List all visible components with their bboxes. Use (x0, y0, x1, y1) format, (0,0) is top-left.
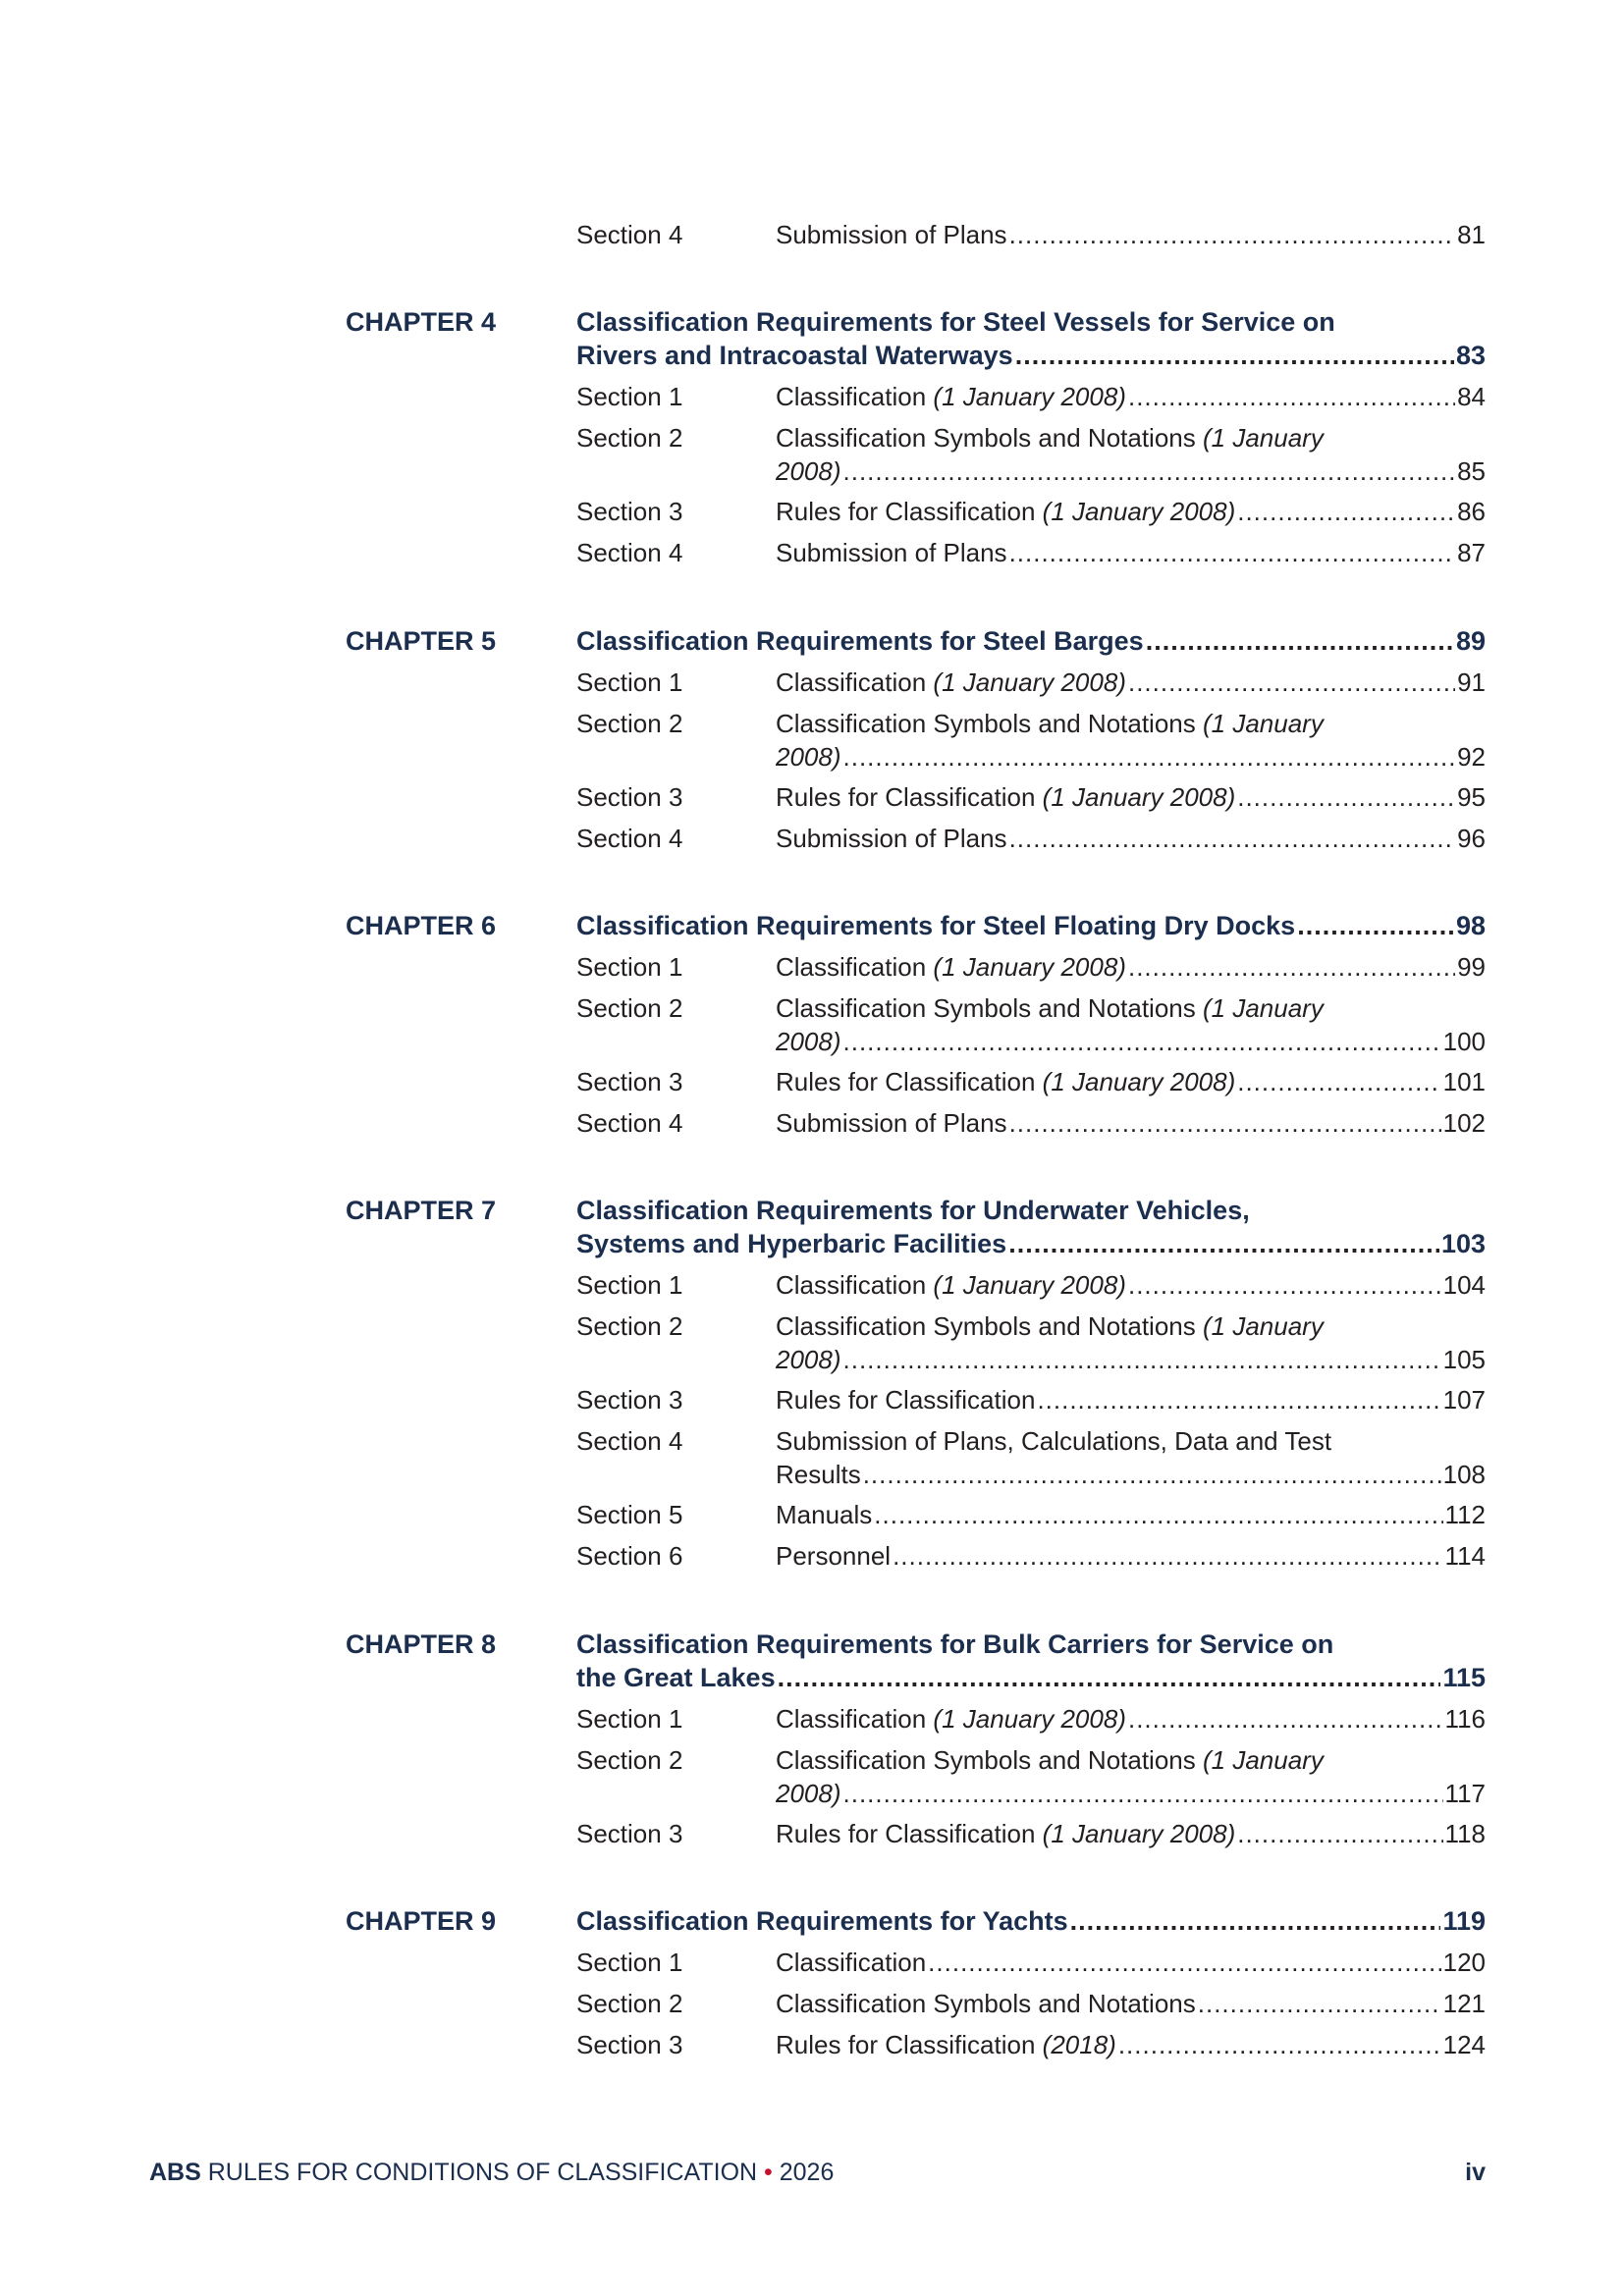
toc-entry-text (776, 1343, 841, 1376)
toc-entry-text (776, 1539, 891, 1573)
section-title-text: Rules for Classification (776, 782, 1036, 812)
dot-leader (778, 1661, 1441, 1694)
dot-leader (1009, 1106, 1441, 1140)
toc-leader-line (776, 666, 1486, 699)
toc-leader-line (776, 780, 1486, 814)
section-label: Section 3 (576, 2030, 683, 2059)
toc-entry-text (576, 624, 1144, 658)
section-label: Section 4 (576, 824, 683, 853)
dot-leader (1009, 536, 1456, 569)
dot-leader (1118, 2028, 1441, 2061)
section-title (776, 1424, 1486, 1491)
section-date-note: 2008) (776, 742, 841, 772)
section-label: Section 3 (576, 1385, 683, 1415)
section-title-text: Results (776, 1460, 861, 1489)
section-date-note: (1 January (1203, 423, 1324, 453)
dot-leader (1015, 339, 1454, 372)
toc-page-number: 83 (1455, 341, 1486, 370)
toc-leader-line (776, 1498, 1486, 1531)
toc-entry-text (776, 495, 1235, 528)
toc-entry-text (776, 1106, 1007, 1140)
toc-leader-line (776, 1383, 1486, 1416)
toc-entry-text (576, 1904, 1068, 1938)
toc-leader-line (776, 740, 1486, 774)
toc-leader-line (776, 1946, 1486, 1979)
section-title-line (776, 1743, 1486, 1777)
dot-leader (874, 1498, 1442, 1531)
toc-page-number: 108 (1442, 1460, 1486, 1489)
toc-page-number: 87 (1457, 538, 1486, 567)
section-title (776, 218, 1486, 251)
section-date-note: (1 January 2008) (933, 1270, 1126, 1300)
toc-entry-text (776, 1817, 1235, 1850)
section-label: Section 1 (576, 667, 683, 697)
toc-leader-line (776, 1987, 1486, 2020)
section-title (776, 380, 1486, 413)
section-title (776, 780, 1486, 814)
dot-leader (1237, 495, 1455, 528)
toc-leader-line (776, 1343, 1486, 1376)
section-date-note: (1 January 2008) (933, 667, 1126, 697)
toc-entry-text (776, 1065, 1235, 1098)
section-label: Section 2 (576, 423, 683, 453)
section-title-text: Classification Symbols and Notations (776, 993, 1196, 1023)
dot-leader (843, 740, 1456, 774)
section-label: Section 5 (576, 1500, 683, 1529)
toc-entry-text (776, 740, 841, 774)
section-title (776, 1309, 1486, 1376)
section-date-note: (1 January (1203, 709, 1324, 738)
toc-leader-line (776, 2028, 1486, 2061)
section-label: Section 4 (576, 1108, 683, 1138)
section-title (776, 1268, 1486, 1302)
chapter-label: CHAPTER 9 (346, 1906, 497, 1936)
section-date-note: (1 January 2008) (933, 382, 1126, 411)
toc-page-number: 100 (1442, 1027, 1486, 1056)
section-date-note: (1 January 2008) (1042, 782, 1236, 812)
toc-leader-line (776, 1106, 1486, 1140)
section-label: Section 4 (576, 1426, 683, 1456)
chapter-label: CHAPTER 8 (346, 1629, 497, 1659)
section-label: Section 3 (576, 1067, 683, 1096)
toc-page-number: 103 (1440, 1229, 1486, 1258)
toc-entry-text (776, 1383, 1035, 1416)
chapter-title-text: Rivers and Intracoastal Waterways (576, 341, 1013, 370)
section-title-line (776, 991, 1486, 1025)
chapter-title[interactable] (576, 305, 1486, 372)
chapter-label: CHAPTER 5 (346, 626, 497, 656)
section-date-note: (1 January (1203, 1745, 1324, 1775)
toc-page-number: 101 (1442, 1067, 1486, 1096)
section-title-line (776, 1424, 1486, 1458)
chapter-title-text: Systems and Hyperbaric Facilities (576, 1229, 1007, 1258)
toc-entry-text (776, 536, 1007, 569)
toc-entry-text (776, 1702, 1126, 1735)
section-title-text: Rules for Classification (776, 2030, 1036, 2059)
toc-entry-text (776, 380, 1126, 413)
dot-leader (843, 1777, 1443, 1810)
dot-leader (1128, 666, 1455, 699)
footer-page-number: iv (1465, 2159, 1486, 2186)
dot-leader (1237, 1817, 1442, 1850)
section-title (776, 822, 1486, 855)
toc-entry-text (776, 218, 1007, 251)
section-date-note: (1 January 2008) (933, 1704, 1126, 1734)
chapter-title-text: Classification Requirements for Bulk Carriers for Service on (576, 1629, 1334, 1659)
toc-leader-line (776, 1268, 1486, 1302)
dot-leader (1128, 1702, 1443, 1735)
section-label: Section 1 (576, 952, 683, 982)
toc-page-number: 112 (1444, 1500, 1486, 1529)
section-title-text: Rules for Classification (776, 1067, 1036, 1096)
section-label: Section 4 (576, 220, 683, 249)
toc-leader-line (776, 380, 1486, 413)
toc-page-number: 120 (1442, 1948, 1486, 1977)
section-date-note: 2008) (776, 1345, 841, 1374)
section-title-text: Classification Symbols and Notations (776, 1989, 1196, 2018)
toc-leader-line (776, 1025, 1486, 1058)
toc-entry-text (776, 1268, 1126, 1302)
toc-entry-text (776, 666, 1126, 699)
toc-entry-text (776, 1946, 926, 1979)
section-title (776, 1539, 1486, 1573)
dot-leader (1009, 822, 1456, 855)
dot-leader (843, 1343, 1441, 1376)
toc-leader-line (776, 495, 1486, 528)
dot-leader (1008, 1227, 1439, 1260)
toc-leader-line (576, 909, 1486, 942)
section-title (776, 666, 1486, 699)
section-title-text: Personnel (776, 1541, 892, 1571)
chapter-title[interactable] (576, 1628, 1486, 1694)
section-title-text: Classification (776, 1948, 927, 1977)
section-label: Section 2 (576, 1989, 683, 2018)
section-title (776, 1946, 1486, 1979)
chapter-title-text: the Great Lakes (576, 1663, 776, 1692)
section-date-note: (1 January (1203, 993, 1324, 1023)
section-title-text: Submission of Plans, Calculations, Data and Test (776, 1426, 1332, 1456)
section-title (776, 1065, 1486, 1098)
dot-leader (1009, 218, 1456, 251)
footer-title: RULES FOR CONDITIONS OF CLASSIFICATION (207, 2159, 758, 2186)
section-title (776, 2028, 1486, 2061)
section-title (776, 991, 1486, 1058)
dot-leader (928, 1946, 1440, 1979)
toc-leader-line (776, 536, 1486, 569)
toc-leader-line (776, 1539, 1486, 1573)
section-title (776, 495, 1486, 528)
chapter-title-text: Classification Requirements for Steel Floating Dry Docks (576, 911, 1296, 940)
section-label: Section 1 (576, 1948, 683, 1977)
section-title (776, 536, 1486, 569)
toc-entry-text (776, 2028, 1116, 2061)
toc-entry-text (776, 1987, 1196, 2020)
section-title-text: Rules for Classification (776, 497, 1036, 526)
toc-entry-text (576, 1227, 1006, 1260)
section-title (776, 1987, 1486, 2020)
section-title-line (776, 707, 1486, 740)
dot-leader (843, 1025, 1441, 1058)
section-label: Section 2 (576, 993, 683, 1023)
toc-leader-line (776, 1777, 1486, 1810)
toc-page-number: 98 (1455, 911, 1486, 940)
chapter-title-text: Classification Requirements for Steel Vessels for Service on (576, 307, 1335, 337)
page-footer (149, 2156, 1486, 2189)
dot-leader (843, 454, 1456, 488)
section-date-note: (2018) (1042, 2030, 1116, 2059)
chapter-label: CHAPTER 4 (346, 307, 497, 337)
chapter-label: CHAPTER 7 (346, 1196, 497, 1225)
section-title (776, 1817, 1486, 1850)
section-title-text: Classification (776, 667, 927, 697)
section-title-line (776, 421, 1486, 454)
toc-entry-text (776, 1025, 841, 1058)
section-date-note: (1 January 2008) (1042, 1067, 1236, 1096)
toc-leader-line (776, 218, 1486, 251)
section-title (776, 707, 1486, 774)
toc-page-number: 115 (1442, 1663, 1486, 1692)
section-title (776, 1106, 1486, 1140)
section-title-text: Classification (776, 1704, 927, 1734)
toc-page-number: 118 (1444, 1819, 1486, 1848)
section-title-text: Submission of Plans (776, 220, 1007, 249)
section-date-note: (1 January 2008) (1042, 497, 1236, 526)
chapter-title[interactable] (576, 1904, 1486, 1938)
footer-brand: ABS (149, 2159, 201, 2186)
dot-leader (1198, 1987, 1441, 2020)
dot-leader (893, 1539, 1442, 1573)
footer-year: 2026 (779, 2159, 835, 2186)
toc-page-number: 99 (1457, 952, 1486, 982)
dot-leader (1128, 1268, 1441, 1302)
section-date-note: (1 January 2008) (933, 952, 1126, 982)
toc-page-number: 102 (1442, 1108, 1486, 1138)
toc-page-number: 117 (1444, 1779, 1486, 1808)
section-date-note: 2008) (776, 1027, 841, 1056)
section-label: Section 6 (576, 1541, 683, 1571)
section-label: Section 1 (576, 1704, 683, 1734)
toc-entry-text (776, 1498, 872, 1531)
section-title (776, 950, 1486, 984)
toc-entry-text (576, 1661, 776, 1694)
section-title-text: Rules for Classification (776, 1819, 1036, 1848)
toc-page-number: 107 (1442, 1385, 1486, 1415)
toc-entry-text (776, 1777, 841, 1810)
toc-leader-line (776, 1702, 1486, 1735)
section-title-text: Classification Symbols and Notations (776, 709, 1196, 738)
toc-page-number: 119 (1442, 1906, 1486, 1936)
chapter-title-text: Classification Requirements for Steel Barges (576, 626, 1144, 656)
dot-leader (1037, 1383, 1440, 1416)
toc-page-number: 121 (1442, 1989, 1486, 2018)
toc-entry-text (776, 950, 1126, 984)
toc-page-number: 114 (1444, 1541, 1486, 1571)
toc-page-number: 104 (1442, 1270, 1486, 1300)
toc-page-number: 124 (1442, 2030, 1486, 2059)
toc-page-number: 105 (1442, 1345, 1486, 1374)
toc-leader-line (776, 950, 1486, 984)
section-label: Section 3 (576, 1819, 683, 1848)
toc-leader-line (576, 624, 1486, 658)
section-label: Section 1 (576, 382, 683, 411)
chapter-title[interactable] (576, 624, 1486, 658)
chapter-title[interactable] (576, 909, 1486, 942)
chapter-title-line (576, 1194, 1486, 1227)
toc-page-number: 95 (1457, 782, 1486, 812)
section-title-text: Classification Symbols and Notations (776, 1745, 1196, 1775)
section-title-text: Classification (776, 382, 927, 411)
chapter-title-line (576, 1628, 1486, 1661)
chapter-label: CHAPTER 6 (346, 911, 497, 940)
toc-leader-line (776, 1065, 1486, 1098)
section-title (776, 1498, 1486, 1531)
toc-page-number: 81 (1457, 220, 1486, 249)
dot-leader (1128, 950, 1455, 984)
toc-leader-line (576, 1227, 1486, 1260)
section-title-line (776, 1309, 1486, 1343)
section-title-text: Classification Symbols and Notations (776, 423, 1196, 453)
section-title-text: Classification (776, 952, 927, 982)
toc-page-number: 84 (1457, 382, 1486, 411)
chapter-title-line (576, 305, 1486, 339)
toc-page-number: 85 (1457, 456, 1486, 486)
toc-entry-text (776, 780, 1235, 814)
dot-leader (1297, 909, 1454, 942)
toc-leader-line (576, 339, 1486, 372)
section-label: Section 3 (576, 497, 683, 526)
section-label: Section 4 (576, 538, 683, 567)
section-title (776, 421, 1486, 488)
section-title-text: Rules for Classification (776, 1385, 1036, 1415)
chapter-title-text: Classification Requirements for Yachts (576, 1906, 1068, 1936)
toc-leader-line (576, 1904, 1486, 1938)
section-title-text: Submission of Plans (776, 1108, 1007, 1138)
section-label: Section 2 (576, 1311, 683, 1341)
section-title-text: Submission of Plans (776, 538, 1007, 567)
chapter-title-text: Classification Requirements for Underwater Vehicles, (576, 1196, 1250, 1225)
section-date-note: 2008) (776, 456, 841, 486)
dot-leader (1237, 780, 1455, 814)
section-title (776, 1743, 1486, 1810)
footer-bullet: • (764, 2159, 773, 2186)
section-title-text: Classification (776, 1270, 927, 1300)
section-title (776, 1383, 1486, 1416)
section-date-note: (1 January (1203, 1311, 1324, 1341)
dot-leader (1128, 380, 1455, 413)
toc-leader-line (576, 1661, 1486, 1694)
toc-page-number: 86 (1457, 497, 1486, 526)
section-date-note: 2008) (776, 1779, 841, 1808)
dot-leader (1146, 624, 1454, 658)
chapter-title[interactable] (576, 1194, 1486, 1260)
section-title-text: Submission of Plans (776, 824, 1007, 853)
dot-leader (1070, 1904, 1441, 1938)
toc-leader-line (776, 454, 1486, 488)
toc-page-number: 91 (1457, 667, 1486, 697)
toc-page-number: 92 (1457, 742, 1486, 772)
dot-leader (863, 1458, 1441, 1491)
section-label: Section 3 (576, 782, 683, 812)
toc-entry-text (776, 454, 841, 488)
section-date-note: (1 January 2008) (1042, 1819, 1236, 1848)
section-title (776, 1702, 1486, 1735)
toc-leader-line (776, 1458, 1486, 1491)
toc-page-number: 116 (1444, 1704, 1486, 1734)
section-title-text: Manuals (776, 1500, 873, 1529)
toc-leader-line (776, 822, 1486, 855)
toc-entry-text (776, 1458, 861, 1491)
toc-entry-text (776, 822, 1007, 855)
toc-page-number: 96 (1457, 824, 1486, 853)
toc-leader-line (776, 1817, 1486, 1850)
dot-leader (1237, 1065, 1440, 1098)
toc-entry-text (576, 339, 1013, 372)
section-label: Section 2 (576, 709, 683, 738)
section-label: Section 2 (576, 1745, 683, 1775)
section-label: Section 1 (576, 1270, 683, 1300)
toc-page-number: 89 (1455, 626, 1486, 656)
section-title-text: Classification Symbols and Notations (776, 1311, 1196, 1341)
toc-entry-text (576, 909, 1295, 942)
